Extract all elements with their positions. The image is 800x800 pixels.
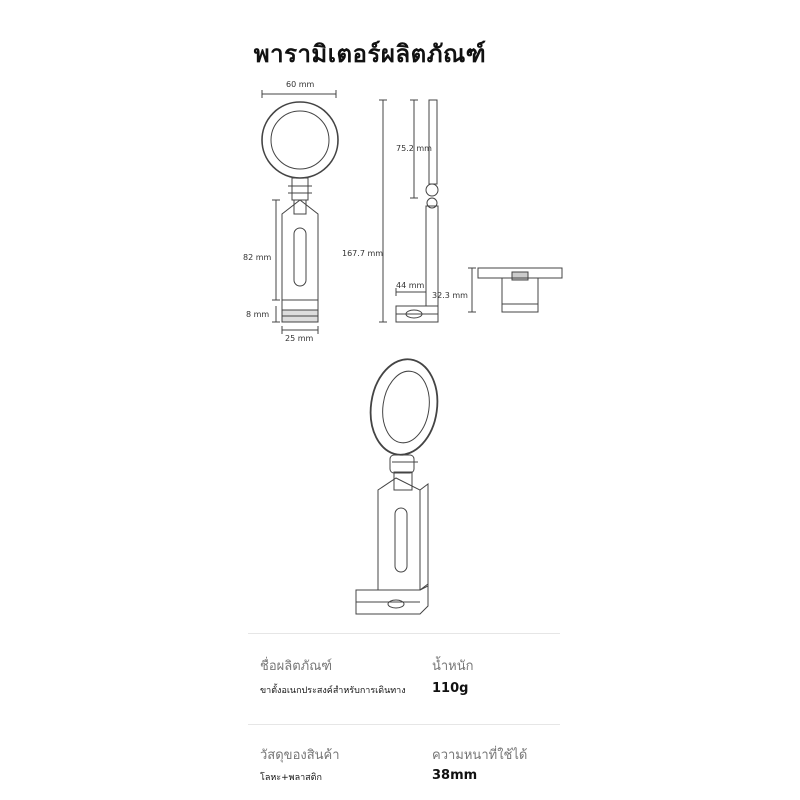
dim-8mm: 8 mm: [246, 310, 270, 319]
dim-82mm: 82 mm: [243, 253, 272, 262]
spec-weight-value: 110g: [432, 681, 469, 696]
spec-divider-middle: [248, 724, 560, 725]
dim-32mm: 32.3 mm: [432, 291, 468, 300]
dim-44mm: 44 mm: [396, 281, 425, 290]
dim-167mm: 167.7 mm: [342, 249, 384, 258]
spec-divider-top: [248, 633, 560, 634]
spec-material-label: วัสดุของสินค้า: [260, 748, 340, 763]
spec-name-label: ชื่อผลิตภัณฑ์: [260, 659, 333, 674]
perspective-view: [356, 355, 443, 614]
dim-75mm: 75.2 mm: [396, 144, 432, 153]
spec-thickness-value: 38mm: [432, 768, 478, 783]
spec-thickness-label: ความหนาที่ใช้ได้: [432, 748, 528, 763]
spec-name-value: ขาตั้งอเนกประสงค์สำหรับการเดินทาง: [260, 686, 406, 696]
spec-material-value: โลหะ+พลาสติก: [260, 773, 322, 783]
dim-25mm: 25 mm: [285, 334, 314, 343]
page-title: พารามิเตอร์ผลิตภัณฑ์: [253, 40, 487, 68]
dim-60mm: 60 mm: [286, 80, 315, 89]
front-view: [262, 90, 338, 334]
base-view: [468, 268, 562, 312]
spec-weight-label: น้ำหนัก: [432, 659, 474, 674]
